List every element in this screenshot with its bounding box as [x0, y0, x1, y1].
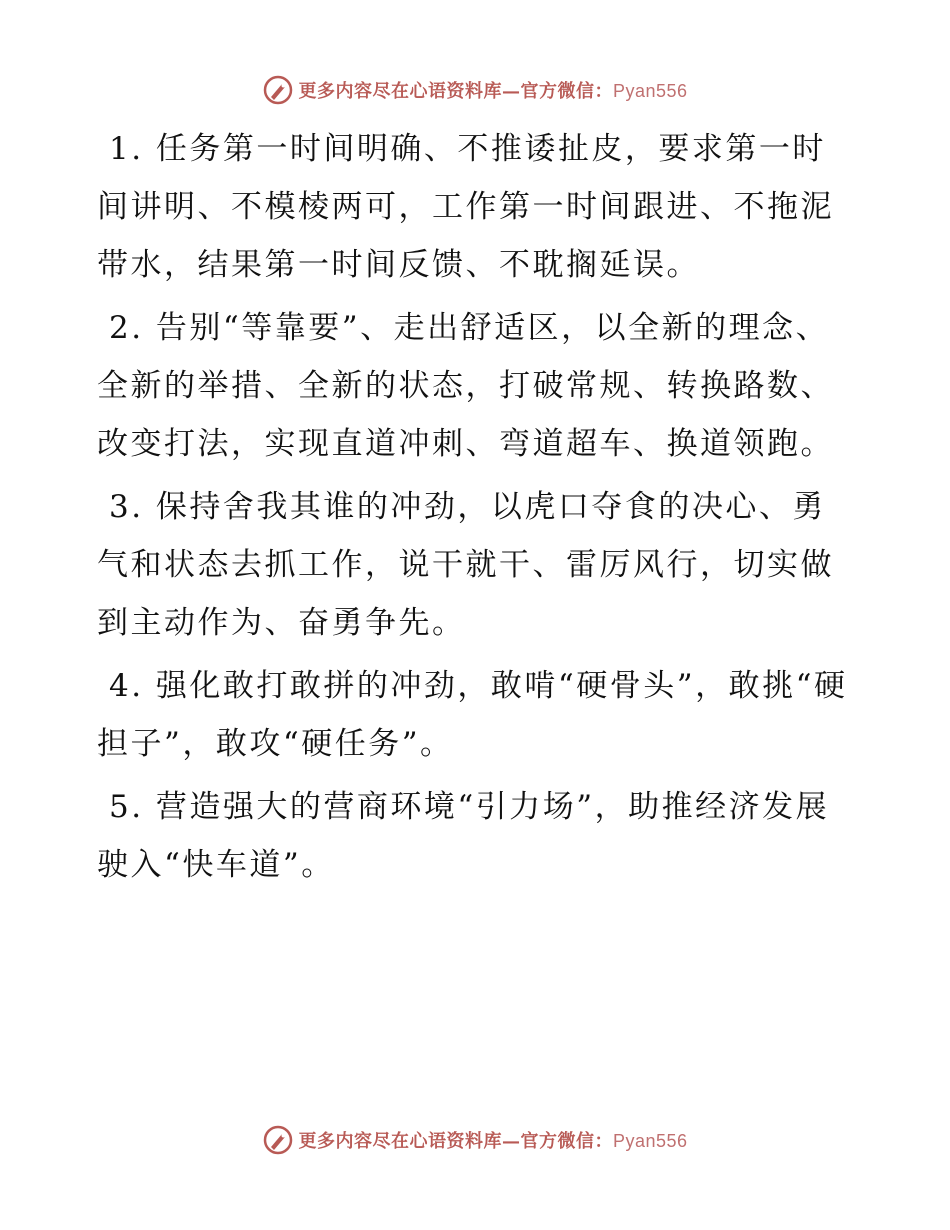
header-banner-inner	[262, 74, 687, 106]
paragraph-3: 3. 保持舍我其谁的冲劲，以虎口夺食的决心、勇气和状态去抓工作，说干就干、雷厉风行，切实做到主动作为、奋勇争先。	[97, 489, 834, 641]
paragraph-2: 2. 告别“等靠要”、走出舒适区，以全新的理念、全新的举措、全新的状态，打破常规、转换路数、改变打法，实现直道冲刺、弯道超车、换道领跑。	[97, 310, 834, 462]
pen-nib-logo-icon	[262, 1124, 294, 1156]
header-wechat-id: Pyan556	[612, 81, 688, 101]
document-body	[97, 120, 852, 899]
paragraph-5: 5. 营造强大的营商环境“引力场”，助推经济发展驶入“快车道”。	[97, 789, 830, 883]
header-banner-text	[298, 77, 687, 103]
footer-banner	[0, 1120, 950, 1160]
paragraph-4: 4. 强化敢打敢拼的冲劲，敢啃“硬骨头”，敢挑“硬担子”，敢攻“硬任务”。	[97, 668, 848, 762]
paragraph-1: 1. 任务第一时间明确、不推诿扯皮，要求第一时间讲明、不模棱两可，工作第一时间跟进、不拖泥带水，结果第一时间反馈、不耽搁延误。	[97, 131, 834, 283]
footer-banner-label: 更多内容尽在心语资料库—官方微信：	[298, 1131, 613, 1152]
footer-wechat-id: Pyan556	[612, 1131, 688, 1151]
footer-banner-inner	[262, 1124, 687, 1156]
header-banner	[0, 70, 950, 110]
header-banner-label: 更多内容尽在心语资料库—官方微信：	[298, 81, 613, 102]
pen-nib-logo-icon	[262, 74, 294, 106]
footer-banner-text	[298, 1127, 687, 1153]
